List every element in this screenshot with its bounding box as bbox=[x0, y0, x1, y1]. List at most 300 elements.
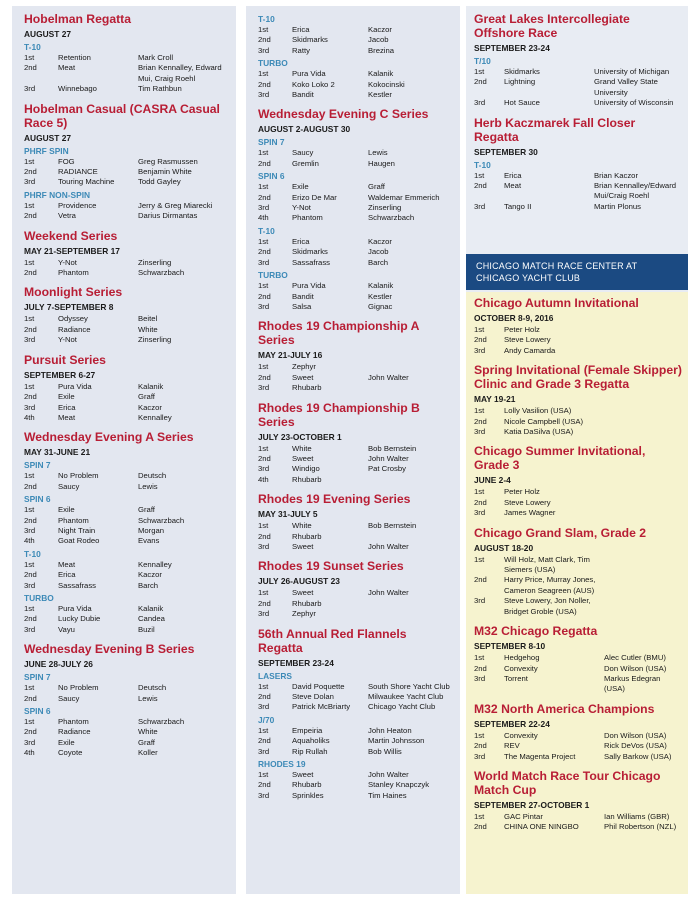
skipper-name: Kaczor bbox=[138, 570, 162, 580]
boat-name: Sassafrass bbox=[292, 257, 331, 267]
skipper-name: Bob Willis bbox=[368, 746, 402, 756]
place: 3rd bbox=[24, 580, 36, 590]
boat-name: Radiance bbox=[58, 324, 91, 334]
result-row bbox=[474, 202, 682, 212]
boat-name: Lucky Dubie bbox=[58, 614, 101, 624]
event-block bbox=[24, 353, 228, 424]
place: 2nd bbox=[24, 727, 37, 737]
result-row bbox=[24, 413, 228, 423]
place: 1st bbox=[258, 182, 269, 192]
skipper-name bbox=[604, 335, 682, 345]
skipper-name: Kaczor bbox=[368, 25, 392, 34]
skipper-name: South Shore Yacht Club bbox=[368, 681, 450, 691]
result-row bbox=[24, 604, 228, 614]
result-row bbox=[258, 148, 452, 158]
event-date: AUGUST 18-20 bbox=[474, 542, 534, 553]
skipper-name: Zinserling bbox=[138, 257, 172, 267]
result-row bbox=[24, 482, 228, 492]
skipper-name: Kestler bbox=[368, 291, 392, 301]
result-row bbox=[258, 736, 452, 746]
event-block bbox=[474, 363, 682, 437]
event-block bbox=[258, 627, 452, 802]
skipper-name: Markus Edegran (USA) bbox=[604, 673, 661, 694]
place: 1st bbox=[474, 811, 485, 821]
boat-name: Pura Vida bbox=[292, 281, 326, 291]
boat-name: Vayu bbox=[58, 624, 75, 634]
event-title: Wednesday Evening A Series bbox=[24, 430, 194, 445]
place: 2nd bbox=[24, 63, 37, 73]
boat-name: Touring Machine bbox=[58, 177, 115, 187]
boat-name: Exile bbox=[58, 392, 75, 402]
event-title: Rhodes 19 Championship A Series bbox=[258, 319, 419, 348]
place: 3rd bbox=[24, 737, 36, 747]
result-row bbox=[258, 90, 452, 100]
result-row bbox=[258, 182, 452, 192]
place: 1st bbox=[24, 314, 35, 324]
skipper-name bbox=[604, 346, 682, 356]
skipper-name: Phil Robertson (NZL) bbox=[604, 822, 677, 832]
result-row bbox=[24, 625, 228, 635]
place: 3rd bbox=[24, 624, 36, 634]
result-row bbox=[258, 247, 452, 257]
event-title: Chicago Summer Invitational, Grade 3 bbox=[474, 444, 646, 473]
boat-name: Odyssey bbox=[58, 314, 88, 324]
boat-name: White bbox=[292, 521, 312, 531]
skipper-name: Kalanik bbox=[368, 281, 394, 291]
boat-name: Skidmarks bbox=[504, 67, 540, 76]
event-block bbox=[474, 444, 682, 518]
event-title: Moonlight Series bbox=[24, 285, 123, 300]
skipper-name bbox=[368, 475, 452, 485]
event-date: SEPTEMBER 22-24 bbox=[474, 718, 550, 729]
place: 3rd bbox=[24, 84, 36, 94]
result-row bbox=[474, 731, 682, 741]
place: 2nd bbox=[24, 167, 37, 177]
boat-name: Steve Lowery bbox=[504, 497, 551, 507]
boat-name: Skidmarks bbox=[292, 35, 328, 45]
event-title: Spring Invitational (Female Skipper) Clinic and Grade 3 Regatta bbox=[474, 363, 682, 392]
place: 2nd bbox=[24, 392, 37, 402]
boat-name: Convexity bbox=[504, 663, 538, 673]
skipper-name: John Walter bbox=[368, 541, 409, 551]
skipper-name: White bbox=[138, 324, 158, 334]
boat-name: Saucy bbox=[58, 693, 80, 703]
place: 2nd bbox=[258, 291, 271, 301]
skipper-name: Greg Rasmussen bbox=[138, 156, 198, 166]
skipper-name: University of Michigan bbox=[594, 67, 670, 76]
results-column-2 bbox=[246, 6, 460, 894]
boat-name: Y-Not bbox=[292, 203, 311, 213]
skipper-name: Ian Williams (GBR) bbox=[604, 811, 670, 821]
place: 3rd bbox=[258, 609, 270, 619]
event-title: M32 Chicago Regatta bbox=[474, 624, 598, 639]
boat-name: Rhubarb bbox=[292, 474, 322, 484]
class-name: SPIN 6 bbox=[258, 171, 285, 182]
boat-name: Rip Rullah bbox=[292, 746, 328, 756]
boat-name: Vetra bbox=[58, 211, 76, 221]
boat-name: Meat bbox=[58, 559, 76, 569]
result-row bbox=[258, 780, 452, 790]
skipper-name: John Heaton bbox=[368, 725, 412, 735]
skipper-name: John Walter bbox=[368, 588, 409, 598]
place: 2nd bbox=[258, 79, 271, 89]
skipper-name: Kestler bbox=[368, 90, 392, 100]
place: 2nd bbox=[474, 181, 487, 191]
skipper-name: Lewis bbox=[138, 693, 158, 703]
result-row bbox=[474, 653, 682, 663]
boat-name: Phantom bbox=[292, 213, 323, 223]
result-row bbox=[24, 167, 228, 177]
event-date: JULY 7-SEPTEMBER 8 bbox=[24, 302, 114, 313]
place: 3rd bbox=[24, 177, 36, 187]
skipper-name: John Walter bbox=[368, 453, 409, 463]
skipper-name: Todd Gayley bbox=[138, 177, 181, 187]
boat-name: Steve Lowery bbox=[504, 335, 551, 345]
boat-name: Y-Not bbox=[58, 257, 77, 267]
skipper-name: Graff bbox=[138, 505, 155, 515]
boat-name: Skidmarks bbox=[292, 247, 328, 257]
result-row bbox=[474, 674, 682, 695]
boat-name: Zephyr bbox=[292, 362, 316, 372]
result-row bbox=[24, 581, 228, 591]
place: 2nd bbox=[474, 663, 487, 673]
skipper-name: Brezina bbox=[368, 45, 395, 55]
result-row bbox=[474, 596, 682, 617]
event-date: MAY 21-JULY 16 bbox=[258, 350, 323, 361]
boat-name: Andy Camarda bbox=[504, 345, 556, 355]
result-row bbox=[258, 46, 452, 56]
place: 3rd bbox=[24, 525, 36, 535]
event-title: Rhodes 19 Evening Series bbox=[258, 492, 411, 507]
result-row bbox=[258, 464, 452, 474]
event-block bbox=[24, 12, 228, 95]
class-name: PHRF SPIN bbox=[24, 145, 69, 156]
skipper-name: John Walter bbox=[368, 770, 409, 780]
boat-name: No Problem bbox=[58, 471, 99, 481]
result-row bbox=[24, 382, 228, 392]
boat-name: Torrent bbox=[504, 673, 528, 683]
class-name: T-10 bbox=[258, 225, 275, 236]
place: 1st bbox=[258, 281, 269, 291]
place: 4th bbox=[258, 474, 269, 484]
skipper-name: Chicago Yacht Club bbox=[368, 702, 436, 712]
result-row bbox=[24, 614, 228, 624]
boat-name: Patrick McBriarty bbox=[292, 702, 351, 712]
event-date: AUGUST 27 bbox=[24, 132, 72, 143]
event-date: SEPTEMBER 27-OCTOBER 1 bbox=[474, 799, 590, 810]
result-row bbox=[24, 526, 228, 536]
boat-name: REV bbox=[504, 741, 520, 751]
event-title: Hobelman Casual (CASRA Casual Race 5) bbox=[24, 101, 220, 130]
result-row bbox=[258, 213, 452, 223]
place: 2nd bbox=[24, 515, 37, 525]
boat-name: Peter Holz bbox=[504, 487, 540, 497]
boat-name: Peter Holz bbox=[504, 325, 540, 334]
place: 1st bbox=[258, 25, 269, 34]
class-name: T-10 bbox=[474, 159, 491, 170]
skipper-name: Jacob bbox=[368, 247, 389, 257]
event-block bbox=[258, 107, 452, 312]
result-row bbox=[24, 392, 228, 402]
place: 2nd bbox=[24, 570, 37, 580]
event-title: 56th Annual Red Flannels Regatta bbox=[258, 626, 407, 655]
class-name: T/10 bbox=[474, 56, 491, 66]
boat-name: Pura Vida bbox=[58, 381, 92, 391]
skipper-name bbox=[368, 599, 452, 609]
event-block bbox=[474, 769, 682, 833]
place: 2nd bbox=[24, 693, 37, 703]
result-row bbox=[258, 475, 452, 485]
place: 3rd bbox=[474, 751, 486, 761]
skipper-name: Martin Johnsson bbox=[368, 736, 425, 746]
place: 2nd bbox=[258, 372, 271, 382]
result-row bbox=[24, 268, 228, 278]
column-3-regattas bbox=[466, 6, 688, 212]
place: 3rd bbox=[474, 98, 486, 108]
boat-name: Sweet bbox=[292, 372, 314, 382]
result-row bbox=[474, 181, 682, 202]
result-row bbox=[258, 25, 452, 35]
boat-name: Hedgehog bbox=[504, 653, 540, 663]
place: 3rd bbox=[258, 790, 270, 800]
event-date: SEPTEMBER 23-24 bbox=[258, 657, 334, 668]
result-row bbox=[474, 67, 682, 77]
class-name: T-10 bbox=[258, 14, 275, 24]
skipper-name bbox=[604, 596, 682, 617]
skipper-name: Brian Kaczor bbox=[594, 170, 639, 180]
skipper-name: Kennalley bbox=[138, 412, 172, 422]
place: 1st bbox=[258, 443, 269, 453]
event-title: World Match Race Tour Chicago Match Cup bbox=[474, 768, 661, 797]
boat-name: No Problem bbox=[58, 683, 99, 693]
class-name: RHODES 19 bbox=[258, 759, 306, 770]
place: 1st bbox=[258, 236, 269, 246]
boat-name: Aquaholiks bbox=[292, 736, 330, 746]
result-row bbox=[258, 692, 452, 702]
skipper-name: Waldemar Emmerich bbox=[368, 192, 440, 202]
result-row bbox=[258, 770, 452, 780]
class-name: SPIN 6 bbox=[24, 706, 51, 716]
class-name: LASERS bbox=[258, 670, 292, 681]
result-row bbox=[474, 98, 682, 108]
place: 1st bbox=[474, 170, 485, 180]
skipper-name: Barch bbox=[138, 580, 159, 590]
skipper-name: Darius Dirmantas bbox=[138, 211, 198, 221]
event-date: AUGUST 27 bbox=[24, 29, 72, 39]
result-row bbox=[258, 702, 452, 712]
result-row bbox=[474, 171, 682, 181]
skipper-name: Pat Crosby bbox=[368, 464, 407, 474]
skipper-name: University of Wisconsin bbox=[594, 98, 674, 108]
place: 3rd bbox=[474, 596, 486, 606]
skipper-name: Stanley Knapczyk bbox=[368, 780, 430, 790]
boat-name: Will Holz, Matt Clark, Tim Siemers (USA) bbox=[504, 554, 590, 575]
place: 2nd bbox=[474, 497, 487, 507]
event-block bbox=[474, 12, 682, 109]
event-block bbox=[24, 642, 228, 758]
result-row bbox=[24, 177, 228, 187]
result-row bbox=[258, 80, 452, 90]
result-row bbox=[258, 454, 452, 464]
place: 4th bbox=[24, 412, 35, 422]
result-row bbox=[474, 77, 682, 98]
class-name: TURBO bbox=[258, 270, 288, 281]
place: 2nd bbox=[474, 575, 487, 585]
place: 2nd bbox=[474, 77, 487, 87]
place: 1st bbox=[474, 554, 485, 564]
event-title: Chicago Grand Slam, Grade 2 bbox=[474, 525, 647, 540]
result-row bbox=[24, 53, 228, 63]
result-row bbox=[258, 444, 452, 454]
skipper-name: Benjamin White bbox=[138, 167, 192, 177]
event-block bbox=[474, 526, 682, 617]
event-date: JUNE 28-JULY 26 bbox=[24, 659, 93, 670]
boat-name: Erica bbox=[58, 402, 76, 412]
place: 2nd bbox=[474, 335, 487, 345]
event-date: AUGUST 2-AUGUST 30 bbox=[258, 124, 351, 135]
place: 3rd bbox=[258, 301, 270, 311]
results-column-3 bbox=[466, 6, 688, 894]
place: 3rd bbox=[474, 673, 486, 683]
place: 1st bbox=[24, 471, 35, 481]
boat-name: Nicole Campbell (USA) bbox=[504, 416, 584, 426]
result-row bbox=[258, 542, 452, 552]
result-row bbox=[24, 314, 228, 324]
result-row bbox=[258, 292, 452, 302]
skipper-name: Mark Croll bbox=[138, 53, 174, 62]
result-row bbox=[24, 727, 228, 737]
boat-name: Meat bbox=[58, 63, 76, 73]
place: 1st bbox=[474, 406, 485, 416]
boat-name: GAC Pintar bbox=[504, 811, 543, 821]
place: 3rd bbox=[258, 702, 270, 712]
skipper-name: Gignac bbox=[368, 301, 393, 311]
skipper-name bbox=[604, 487, 682, 497]
boat-name: Ratty bbox=[292, 45, 310, 55]
place: 2nd bbox=[258, 780, 271, 790]
result-row bbox=[24, 738, 228, 748]
event-title: Chicago Autumn Invitational bbox=[474, 296, 639, 310]
skipper-name: Kalanik bbox=[138, 603, 164, 613]
skipper-name: Bob Bernstein bbox=[368, 443, 417, 453]
skipper-name: Beitel bbox=[138, 314, 158, 324]
result-row bbox=[24, 717, 228, 727]
result-row bbox=[258, 373, 452, 383]
skipper-name bbox=[604, 417, 682, 427]
place: 2nd bbox=[258, 247, 271, 257]
place: 1st bbox=[474, 325, 485, 334]
boat-name: The Magenta Project bbox=[504, 751, 576, 761]
skipper-name: Kalanik bbox=[368, 69, 394, 79]
skipper-name: Tim Haines bbox=[368, 790, 407, 800]
boat-name: Sassafrass bbox=[58, 580, 97, 590]
place: 1st bbox=[474, 730, 485, 740]
match-race-results bbox=[466, 292, 688, 894]
skipper-name: Kokocinski bbox=[368, 79, 405, 89]
event-date: SEPTEMBER 30 bbox=[474, 146, 538, 157]
boat-name: Saucy bbox=[58, 481, 80, 491]
result-row bbox=[258, 35, 452, 45]
result-row bbox=[258, 258, 452, 268]
boat-name: Erica bbox=[292, 25, 310, 34]
event-title: Pursuit Series bbox=[24, 352, 106, 367]
event-title: Hobelman Regatta bbox=[24, 12, 131, 26]
class-name: SPIN 7 bbox=[24, 672, 51, 683]
boat-name: Erica bbox=[292, 236, 310, 246]
result-row bbox=[474, 427, 682, 437]
boat-name: James Wagner bbox=[504, 508, 556, 518]
boat-name: Winnebago bbox=[58, 84, 97, 94]
event-block bbox=[474, 624, 682, 695]
skipper-name: Haugen bbox=[368, 158, 395, 168]
class-name: SPIN 7 bbox=[24, 460, 51, 471]
result-row bbox=[474, 335, 682, 345]
skipper-name: Barch bbox=[368, 257, 389, 267]
boat-name: FOG bbox=[58, 156, 75, 166]
result-row bbox=[24, 683, 228, 693]
event-block bbox=[24, 430, 228, 635]
place: 1st bbox=[24, 53, 35, 62]
place: 1st bbox=[258, 770, 269, 780]
event-block bbox=[474, 116, 682, 213]
result-row bbox=[258, 521, 452, 531]
place: 1st bbox=[258, 521, 269, 531]
result-row bbox=[24, 403, 228, 413]
event-date: MAY 19-21 bbox=[474, 394, 516, 405]
place: 3rd bbox=[474, 427, 486, 437]
skipper-name bbox=[368, 362, 452, 372]
result-row bbox=[474, 664, 682, 674]
result-row bbox=[474, 325, 682, 335]
skipper-name bbox=[604, 508, 682, 518]
place: 1st bbox=[24, 559, 35, 569]
boat-name: Windigo bbox=[292, 464, 320, 474]
event-title: Weekend Series bbox=[24, 228, 118, 243]
skipper-name: Don Wilson (USA) bbox=[604, 663, 667, 673]
boat-name: Rhubarb bbox=[292, 383, 322, 393]
boat-name: RADIANCE bbox=[58, 167, 98, 177]
event-block bbox=[474, 296, 682, 356]
boat-name: Phantom bbox=[58, 268, 89, 278]
boat-name: Zephyr bbox=[292, 609, 316, 619]
boat-name: Night Train bbox=[58, 525, 96, 535]
skipper-name: Alec Cutler (BMU) bbox=[604, 653, 666, 663]
boat-name: CHINA ONE NINGBO bbox=[504, 822, 579, 832]
skipper-name bbox=[604, 555, 682, 576]
place: 2nd bbox=[474, 822, 487, 832]
place: 4th bbox=[24, 536, 35, 546]
place: 3rd bbox=[258, 257, 270, 267]
result-row bbox=[24, 516, 228, 526]
boat-name: Phantom bbox=[58, 717, 89, 726]
boat-name: Meat bbox=[504, 181, 522, 191]
skipper-name bbox=[368, 383, 452, 393]
place: 2nd bbox=[474, 416, 487, 426]
event-date: JULY 23-OCTOBER 1 bbox=[258, 431, 342, 442]
class-name: T-10 bbox=[24, 42, 41, 52]
class-name: PHRF NON-SPIN bbox=[24, 189, 91, 200]
skipper-name: Sally Barkow (USA) bbox=[604, 751, 672, 761]
place: 2nd bbox=[258, 531, 271, 541]
skipper-name: Brian Kennalley/Edward Mui/Craig Roehl bbox=[594, 181, 677, 201]
skipper-name: Rick DeVos (USA) bbox=[604, 741, 667, 751]
boat-name: Exile bbox=[58, 737, 75, 747]
event-block bbox=[24, 229, 228, 279]
skipper-name: Graff bbox=[368, 182, 385, 192]
skipper-name: Deutsch bbox=[138, 471, 167, 481]
event-date: SEPTEMBER 23-24 bbox=[474, 43, 550, 53]
boat-name: Sprinkles bbox=[292, 790, 324, 800]
